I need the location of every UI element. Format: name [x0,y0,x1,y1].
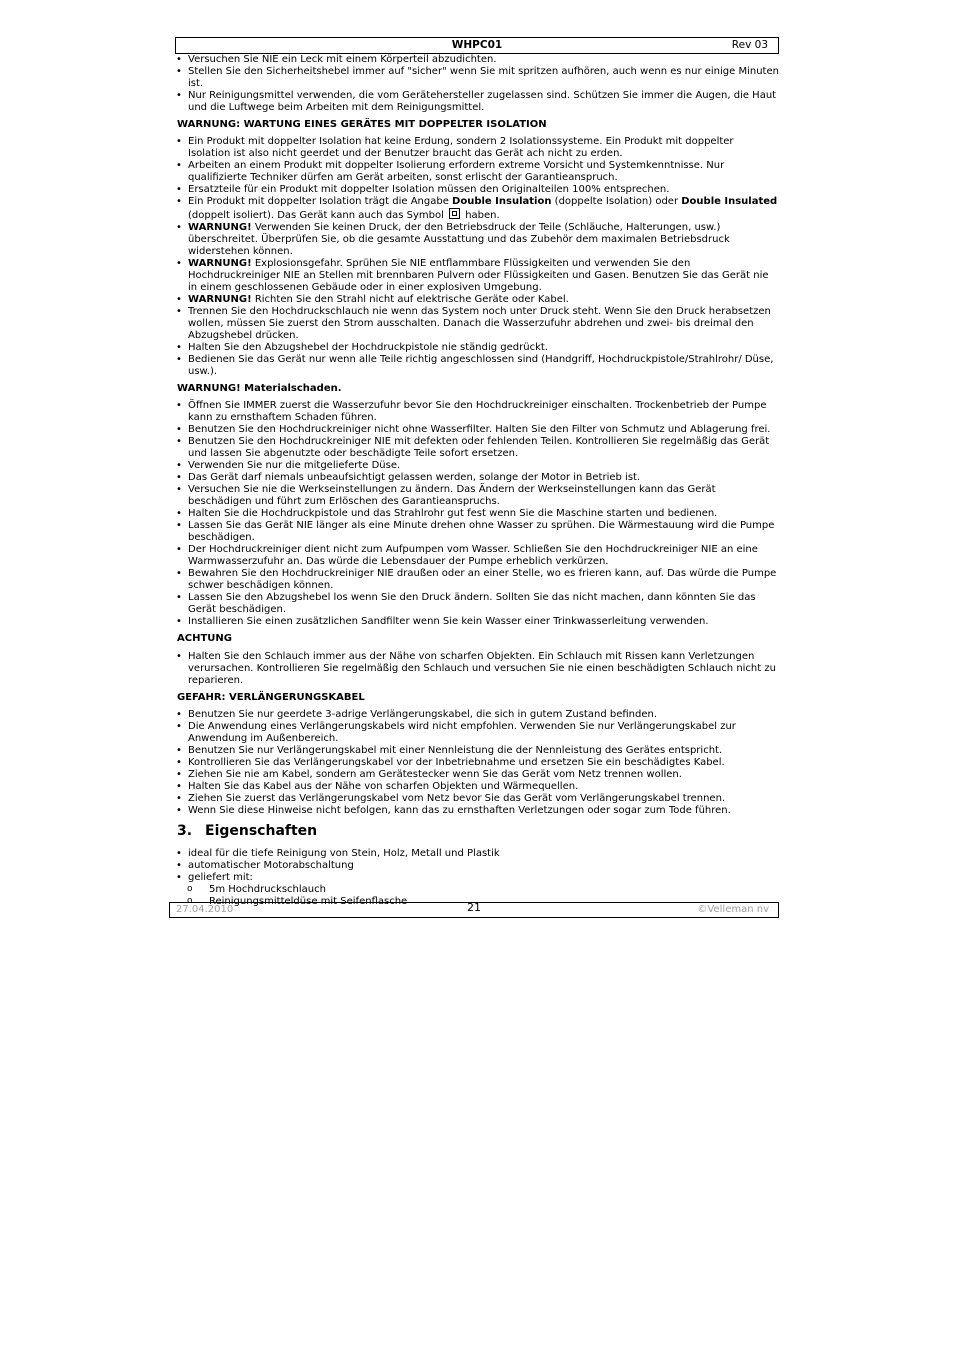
section-heading-double-insulation: WARNUNG: WARTUNG EINES GERÄTES MIT DOPPELTER ISOLATION [177,119,547,130]
list-item: • Stellen Sie den Sicherheitshebel immer auf "sicher" wenn Sie mit spritzen aufhören, auch wenn es nur einige Minuten ist. [175,66,779,90]
section-heading-caution: ACHTUNG [177,633,232,644]
page-footer [169,902,779,918]
text-span: Explosionsgefahr. Sprühen Sie NIE entflammbare Flüssigkeiten und verwenden Sie den Hochdruckreiniger NIE an Stellen mit brennbaren Pulvern oder Flüssigkeiten und Gasen. Benutzen Sie das Gerät nie in einem geschlossenen Gebäude oder in einer explosiven Umgebung. [188,258,769,293]
list-item: • Arbeiten an einem Produkt mit doppelter Isolierung erfordern extreme Vorsicht und Systemkenntnisse. Nur qualifizierte Techniker dürfen am Gerät arbeiten, sonst erlischt der Garantieanspruch. [175,160,779,184]
list-item: • Das Gerät darf niemals unbeaufsichtigt gelassen werden, solange der Motor in Betrieb ist. [175,472,779,484]
material-damage-list [175,400,779,628]
text-span: (doppelte Isolation) oder [551,196,682,207]
list-item: • Ersatzteile für ein Produkt mit doppelter Isolation müssen den Originalteilen 100% entsprechen. [175,184,779,196]
list-item: • automatischer Motorabschaltung [175,860,779,872]
list-item: • Öffnen Sie IMMER zuerst die Wasserzufuhr bevor Sie den Hochdruckreiniger einschalten. Trockenbetrieb der Pumpe kann zu ernsthaftem Schaden führen. [175,400,779,424]
list-item: • Halten Sie die Hochdruckpistole und das Strahlrohr gut fest wenn Sie die Maschine starten und bedienen. [175,508,779,520]
list-item: • Wenn Sie diese Hinweise nicht befolgen, kann das zu ernsthaften Verletzungen oder sogar zum Tode führen. [175,805,779,817]
text-span: haben. [462,210,500,221]
chapter-heading [177,823,779,840]
list-item: • Bedienen Sie das Gerät nur wenn alle Teile richtig angeschlossen sind (Handgriff, Hochdruckpistole/Strahlrohr/ Düse, usw.). [175,354,779,378]
list-item: • Halten Sie das Kabel aus der Nähe von scharfen Objekten und Wärmequellen. [175,781,779,793]
warning-label: WARNUNG! [188,258,252,269]
list-item: • Lassen Sie das Gerät NIE länger als eine Minute drehen ohne Wasser zu sprühen. Die Wärmestauung wird die Pumpe beschädigen. [175,520,779,544]
chapter-number: 3. [177,823,193,839]
page-header [175,37,779,54]
list-item: • Trennen Sie den Hochdruckschlauch nie wenn das System noch unter Druck steht. Wenn Sie den Druck herabsetzen wollen, müssen Sie zuerst den Strom ausschalten. Danach die Wasserzufuhr abdrehen und zwei- bis dreimal den Abzugshebel drücken. [175,306,779,342]
list-item: • Der Hochdruckreiniger dient nicht zum Aufpumpen vom Wasser. Schließen Sie den Hochdruckreiniger NIE an eine Warmwasserzufuhr an. Das würde die Lebensdauer der Pumpe erheblich verkürzen. [175,544,779,568]
list-item: • Benutzen Sie nur geerdete 3-adrige Verlängerungskabel, die sich in gutem Zustand befinden. [175,709,779,721]
text-span: (doppelt isoliert). Das Gerät kann auch das Symbol [188,210,448,221]
double-insulation-list [175,136,779,378]
list-item: • Halten Sie den Abzugshebel der Hochdruckpistole nie ständig gedrückt. [175,342,779,354]
list-item: • Versuchen Sie nie die Werkseinstellungen zu ändern. Das Ändern der Werkseinstellungen kann das Gerät beschädigen und führt zum Erlöschen des Garantieanspruchs. [175,484,779,508]
page-number: 21 [467,901,481,914]
list-item: • Benutzen Sie den Hochdruckreiniger nicht ohne Wasserfilter. Halten Sie den Filter von Schmutz und Ablagerung frei. [175,424,779,436]
text-span: Ein Produkt mit doppelter Isolation trägt die Angabe [188,196,453,207]
list-item: • Die Anwendung eines Verlängerungskabels wird nicht empfohlen. Verwenden Sie nur Verlängerungskabel zur Anwendung im Außenbereich. [175,721,779,745]
list-item: • Ziehen Sie zuerst das Verlängerungskabel vom Netz bevor Sie das Gerät vom Verlängerungskabel trennen. [175,793,779,805]
text-span: Richten Sie den Strahl nicht auf elektrische Geräte oder Kabel. [251,294,569,305]
sub-list-item: o Reinigungsmitteldüse mit Seifenflasche [187,896,779,908]
footer-copyright: ©Velleman nv [697,904,769,915]
list-item: • Bewahren Sie den Hochdruckreiniger NIE draußen oder an einer Stelle, wo es frieren kann, auf. Das würde die Pumpe schwer beschädigen können. [175,568,779,592]
section-heading-material-damage: WARNUNG! Materialschaden. [177,383,342,394]
footer-date: 27.04.2010 [176,904,234,915]
warning-label: WARNUNG! [188,222,252,233]
bold-term: Double Insulated [681,196,778,207]
features-list [175,848,779,884]
list-item: • Ziehen Sie nie am Kabel, sondern am Gerätestecker wenn Sie das Gerät vom Netz trennen wollen. [175,769,779,781]
list-item: • geliefert mit: [175,872,779,884]
safety-list-1 [175,54,779,114]
list-item: • Verwenden Sie nur die mitgelieferte Düse. [175,460,779,472]
list-item: • Lassen Sie den Abzugshebel los wenn Sie den Druck ändern. Sollten Sie das nicht machen, dann könnten Sie das Gerät beschädigen. [175,592,779,616]
caution-list [175,651,779,687]
chapter-title: Eigenschaften [205,823,318,839]
list-item: • Installieren Sie einen zusätzlichen Sandfilter wenn Sie kein Wasser einer Trinkwasserleitung verwenden. [175,616,779,628]
document-page [175,37,779,908]
list-item [175,258,779,294]
bold-term: Double Insulation [452,196,552,207]
list-item [175,196,779,222]
text-span: Verwenden Sie keinen Druck, der den Betriebsdruck der Teile (Schläuche, Halterungen, usw.) überschreitet. Überprüfen Sie, ob die gesamte Ausstattung und das Zubehör dem maximalen Betriebsdruck widerstehen können. [188,222,730,257]
model-number: WHPC01 [451,39,503,51]
list-item: • Ein Produkt mit doppelter Isolation hat keine Erdung, sondern 2 Isolationssysteme. Ein Produkt mit doppelter Isolation ist also nicht geerdet und der Benutzer braucht das Gerät ach nicht zu erden. [175,136,779,160]
list-item [175,222,779,258]
warning-label: WARNUNG! [188,294,252,305]
double-insulation-symbol-icon [449,208,460,219]
section-heading-extension-cable: GEFAHR: VERLÄNGERUNGSKABEL [177,692,365,703]
list-item: • Versuchen Sie NIE ein Leck mit einem Körperteil abzudichten. [175,54,779,66]
list-item: • Nur Reinigungsmittel verwenden, die vom Gerätehersteller zugelassen sind. Schützen Sie immer die Augen, die Haut und die Luftwege beim Arbeiten mit dem Reinigungsmittel. [175,90,779,114]
extension-cable-list [175,709,779,817]
list-item: • ideal für die tiefe Reinigung von Stein, Holz, Metall und Plastik [175,848,779,860]
list-item [175,294,779,306]
revision: Rev 03 [731,39,768,51]
sub-list-item: o 5m Hochdruckschlauch [187,884,779,896]
list-item: • Benutzen Sie nur Verlängerungskabel mit einer Nennleistung die der Nennleistung des Gerätes entspricht. [175,745,779,757]
list-item: • Halten Sie den Schlauch immer aus der Nähe von scharfen Objekten. Ein Schlauch mit Rissen kann Verletzungen verursachen. Kontrollieren Sie regelmäßig den Schlauch und versuchen Sie nie einen beschädigten Schlauch nicht zu reparieren. [175,651,779,687]
list-item: • Benutzen Sie den Hochdruckreiniger NIE mit defekten oder fehlenden Teilen. Kontrollieren Sie regelmäßig das Gerät und lassen Sie abgenutzte oder beschädigte Teile sofort ersetzen. [175,436,779,460]
list-item: • Kontrollieren Sie das Verlängerungskabel vor der Inbetriebnahme und ersetzen Sie ein beschädigtes Kabel. [175,757,779,769]
